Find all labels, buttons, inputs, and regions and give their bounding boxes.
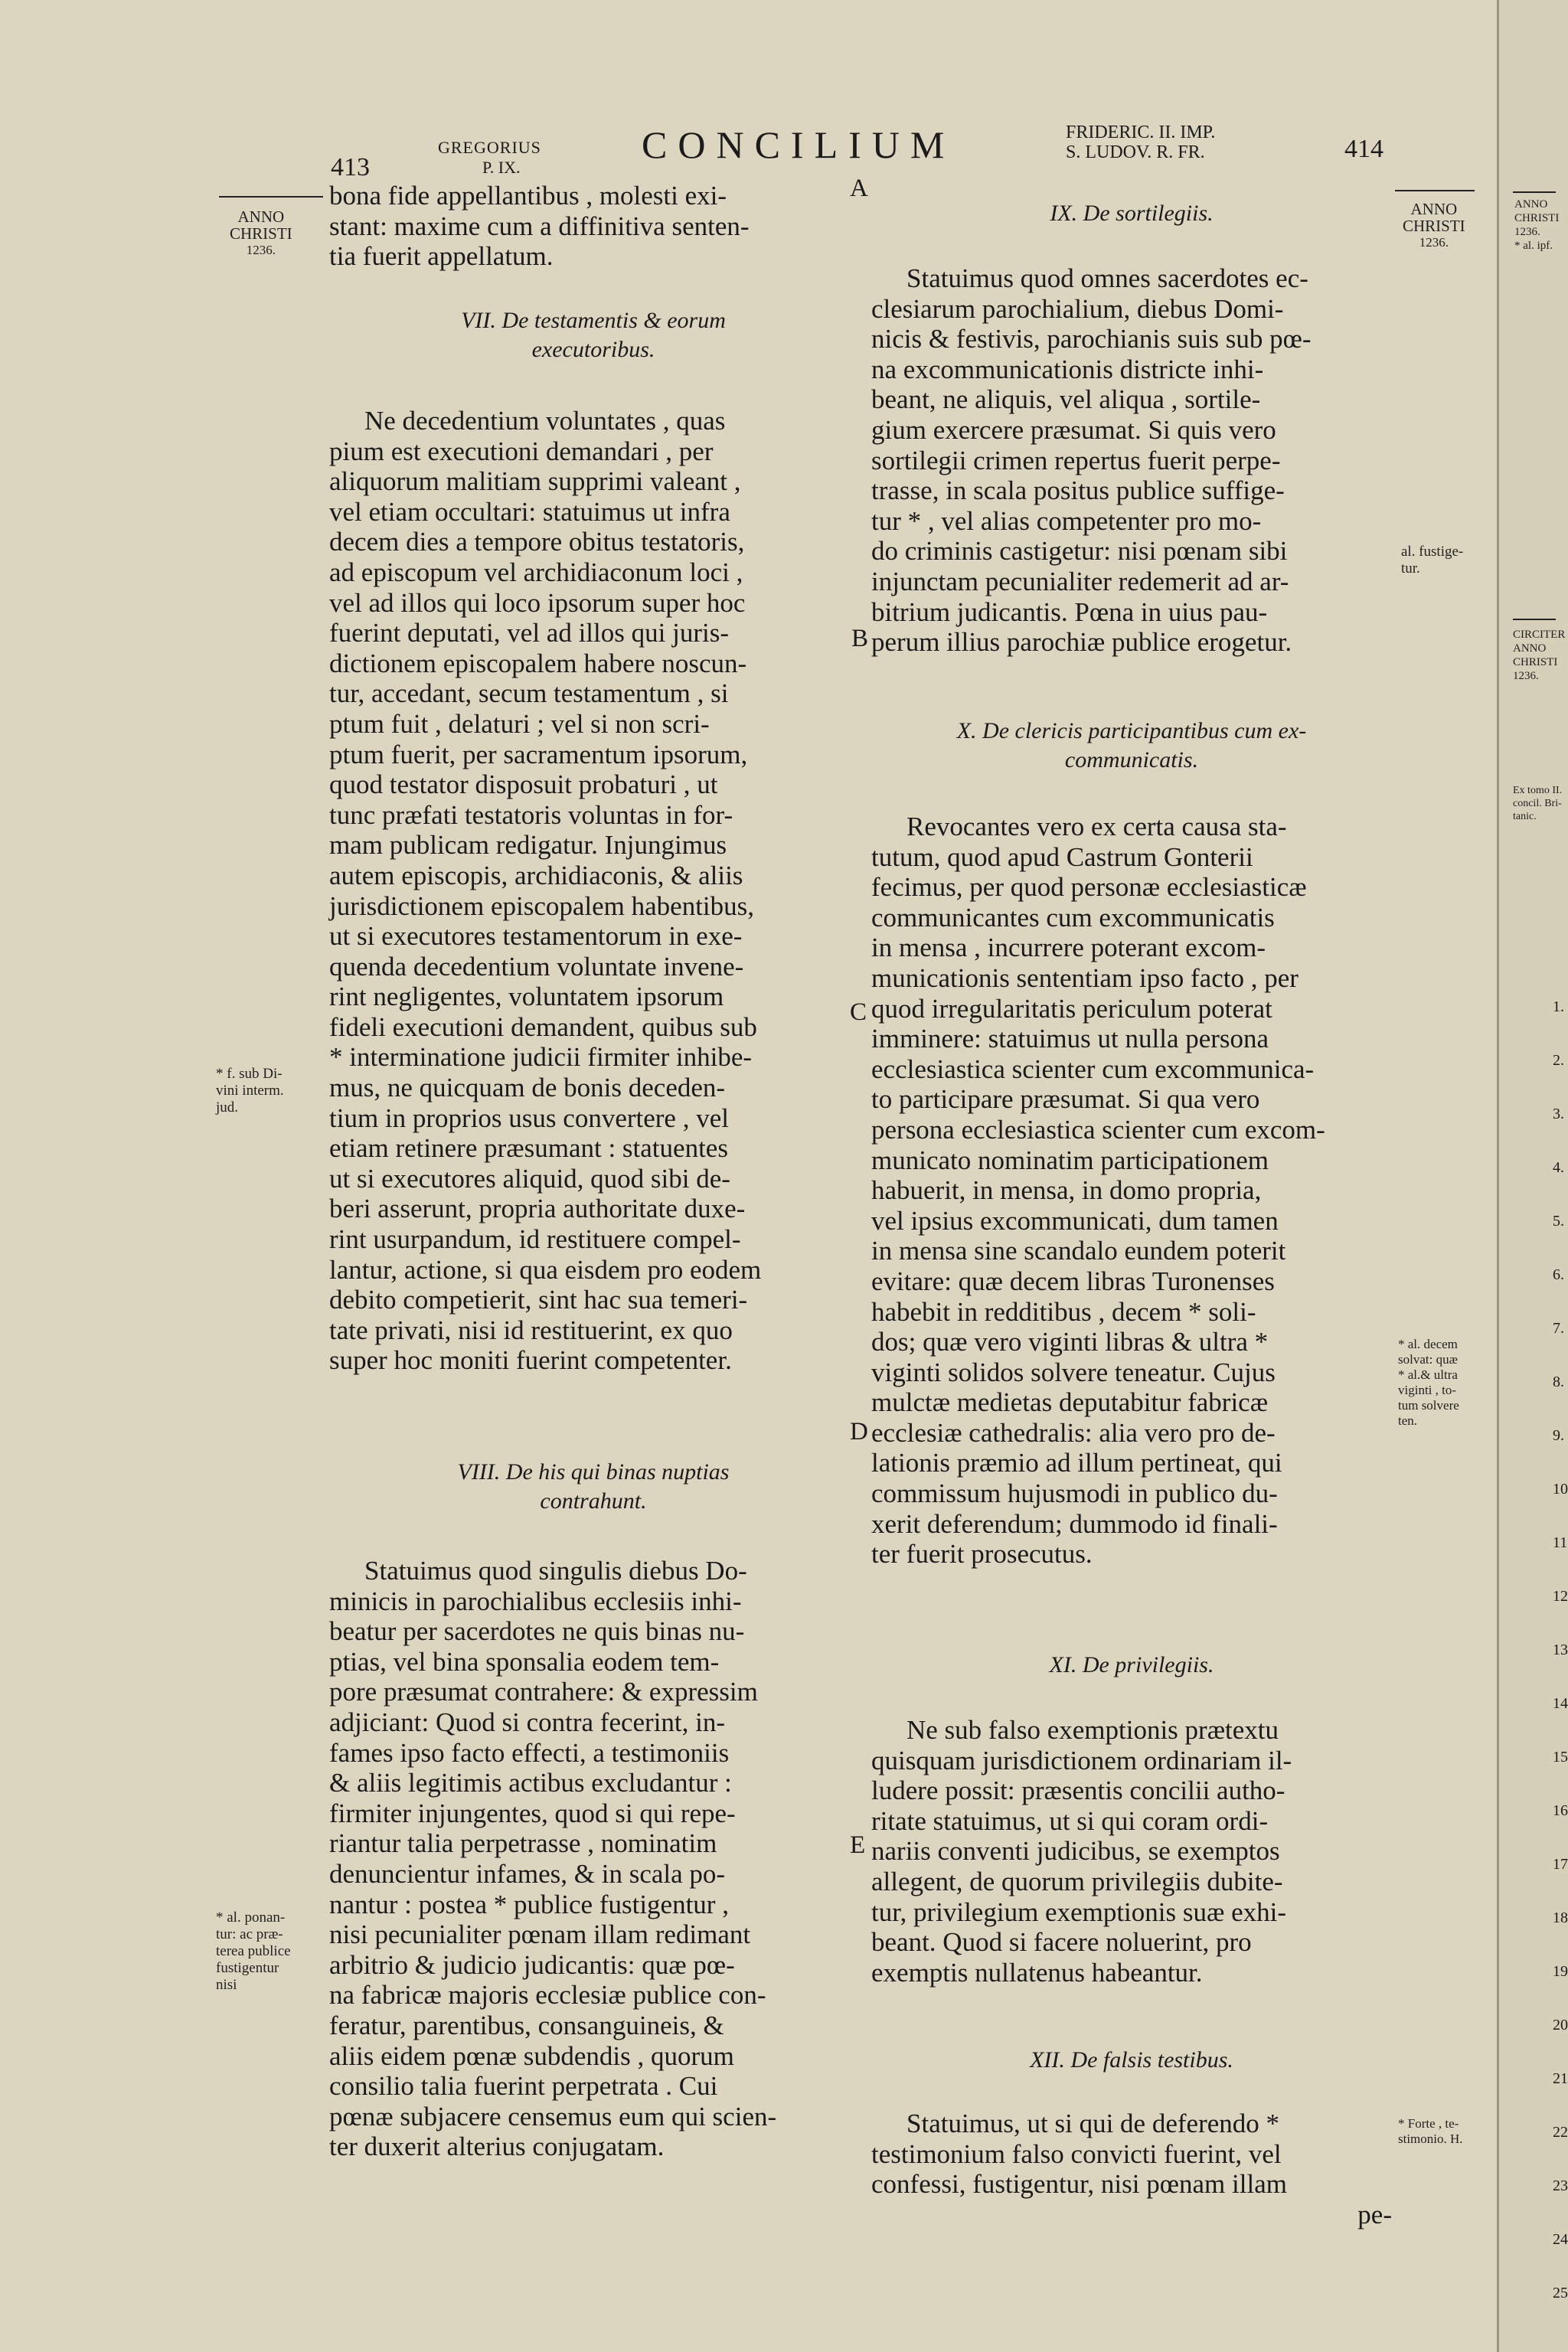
section-letter-c: C xyxy=(850,998,867,1026)
page-number-left: 413 xyxy=(331,153,370,181)
neighbor-rule-mid xyxy=(1513,619,1556,620)
neighbor-anno: ANNO CHRISTI 1236. * al. ipf. xyxy=(1514,198,1560,252)
section-12-text: Statuimus, ut si qui de deferendo * testimonium falso convicti fuerint, vel confessi, fustigentur, nisi pœnam illam pe- xyxy=(871,2109,1392,2230)
margin-rule-left xyxy=(219,196,323,198)
header-king: S. LUDOV. R. FR. xyxy=(1066,142,1205,162)
section-letter-b: B xyxy=(851,625,869,652)
header-pope-sub: P. IX. xyxy=(482,158,521,177)
section-letter-d: D xyxy=(850,1418,868,1446)
section-11-text: Ne sub falso exemptionis prætextu quisquam jurisdictionem ordinariam il- ludere possit: præsentis concilii autho- ritate statuimus, ut si qui coram ordi- nariis conventi judicibus, se exemptos allegent, de quorum privilegiis dubite- tur, privilegium exemptionis suæ exhi- beant. Quod si facere noluerint, pro exemptis nullatenus habeantur. xyxy=(871,1715,1292,1988)
margin-anno-left: ANNO CHRISTI 1236. xyxy=(230,207,292,257)
section-letter-a: A xyxy=(850,175,868,202)
margin-note-sub-divini: * f. sub Di- vini interm. jud. xyxy=(216,1066,284,1116)
margin-anno-right: ANNO CHRISTI 1236. xyxy=(1403,200,1465,250)
header-emperor: FRIDERIC. II. IMP. xyxy=(1066,122,1216,142)
neighbor-note: Ex tomo II. concil. Bri- tanic. xyxy=(1513,785,1563,822)
margin-note-forte: * Forte , te- stimonio. H. xyxy=(1398,2116,1463,2146)
left-column-intro: bona fide appellantibus , molesti exi- stant: maxime cum a diffinitiva senten- tia fuerit appellatum. xyxy=(329,181,750,272)
header-pope: GREGORIUS xyxy=(438,138,541,157)
page-number-right: 414 xyxy=(1344,135,1383,163)
section-8-title: VIII. De his qui binas nuptias contrahunt. xyxy=(457,1459,730,1514)
section-letter-e: E xyxy=(850,1831,866,1859)
neighbor-page-edge xyxy=(1497,0,1568,2352)
section-7-text: Ne decedentium voluntates , quas pium est executioni demandari , per aliquorum malitiam supprimi valeant , vel etiam occultari: statuimus ut infra decem dies a tempore obitus testatoris, ad episcopum vel archidiaconum loci , vel ad illos qui loco ipsorum super hoc fuerint deputati, vel ad illos qui juris- dictionem episcopalem habere noscun- tur, accedant, secum testamentum , si ptum fuit , delaturi ; vel si non scri- ptum fuerit, per sacramentum ipsorum, quod testator disposuit probaturi , ut tunc præfati testatoris voluntas in for- mam publicam redigatur. Injungimus autem episcopis, archidiaconis, & aliis jurisdictionem episcopalem habentibus, ut si executores testamentorum in exe- quenda decedentium voluntate invene- rint negligentes, voluntatem ipsorum fideli executioni demandent, quibus sub * interminatione judicii firmiter inhibe- mus, ne quicquam de bonis deceden- tium in proprios usus convertere , vel etiam retinere præsumant : statuentes ut si executores aliquid, quod sibi de- beri asserunt, propria authoritate duxe- rint usurpandum, id restituere compel- lantur, actione, si qua eisdem pro eodem debito competierit, sint hac sua temeri- tate privati, nisi id restituerint, ex quo super hoc moniti fuerint competenter. xyxy=(329,406,762,1376)
neighbor-circiter: CIRCITER ANNO CHRISTI 1236. xyxy=(1513,629,1566,682)
neighbor-rule-top xyxy=(1513,191,1556,193)
header-title: CONCILIUM xyxy=(642,123,956,166)
neighbor-line-numbers: 1. 2. 3. 4. 5. 6. 7. 8. 9. 10 11 12 13 14 15 16 17 18 19 20 21 22 23 24 25 xyxy=(1553,998,1568,2301)
section-9-title: IX. De sortilegiis. xyxy=(1050,201,1214,226)
section-10-title: X. De clericis participantibus cum ex- communicatis. xyxy=(956,718,1307,773)
section-7-title: VII. De testamentis & eorum executoribus. xyxy=(461,308,726,362)
margin-note-ponantur: * al. ponan- tur: ac præ- terea publice fustigentur nisi xyxy=(216,1909,291,1993)
section-8-text: Statuimus quod singulis diebus Do- minicis in parochialibus ecclesiis inhi- beatur per sacerdotes ne quis binas nu- ptias, vel bina sponsalia eodem tem- pore præsumat contrahere: & expressim adjiciant: Quod si contra fecerint, in- fames ipso facto effecti, a testimoniis & aliis legitimis actibus excludantur : firmiter injungentes, quod si qui repe- riantur talia perpetrasse , nominatim denuncientur infames, & in scala po- nantur : postea * publice fustigentur , nisi pecunialiter pœnam illam redimant arbitrio & judicio judicantis: quæ pœ- na fabricæ majoris ecclesiæ publice con- feratur, parentibus, consanguineis, & aliis eidem pœnæ subdendis , quorum consilio talia fuerint perpetrata . Cui pœnæ subjacere censemus eum qui scien- ter duxerit alterius conjugatam. xyxy=(329,1556,777,2162)
section-11-title: XI. De privilegiis. xyxy=(1049,1652,1214,1677)
margin-note-decem: * al. decem solvat: quæ * al.& ultra viginti , to- tum solvere ten. xyxy=(1398,1337,1459,1428)
margin-note-fustige: al. fustige- tur. xyxy=(1401,544,1464,577)
section-10-text: Revocantes vero ex certa causa sta- tutum, quod apud Castrum Gonterii fecimus, per quod personæ ecclesiasticæ communicantes cum excommunicatis in mensa , incurrere poterant excom- municationis sententiam ipso facto , per quod irregularitatis periculum poterat imminere: statuimus ut nulla persona ecclesiastica scienter cum excommunica- to participare præsumat. Si qua vero persona ecclesiastica scienter cum excom- municato nominatim participationem habuerit, in mensa, in domo propria, vel ipsius excommunicati, dum tamen in mensa sine scandalo eundem poterit evitare: quæ decem libras Turonenses habebit in redditibus , decem * soli- dos; quæ vero viginti libras & ultra * viginti solidos solvere teneatur. Cujus mulctæ medietas deputabitur fabricæ ecclesiæ cathedralis: alia vero pro de- lationis præmio ad illum pertineat, qui commissum hujusmodi in publico du- xerit deferendum; dummodo id finali- ter fuerit prosecutus. xyxy=(871,812,1325,1570)
section-12-title: XII. De falsis testibus. xyxy=(1030,2047,1233,2073)
margin-rule-right xyxy=(1395,190,1475,191)
section-9-text: Statuimus quod omnes sacerdotes ec- clesiarum parochialium, diebus Domi- nicis & festivis, parochianis suis sub pœ- na excommunicationis districte inhi- beant, ne aliquis, vel aliqua , sortile- gium exercere præsumat. Si quis vero sortilegii crimen repertus fuerit perpe- trasse, in scala positus publice suffige- tur * , vel alias competenter pro mo- do criminis castigetur: nisi pœnam sibi injunctam pecunialiter redemerit ad ar- bitrium judicantis. Pœna in uius pau- perum illius parochiæ publice erogetur. xyxy=(871,263,1312,658)
